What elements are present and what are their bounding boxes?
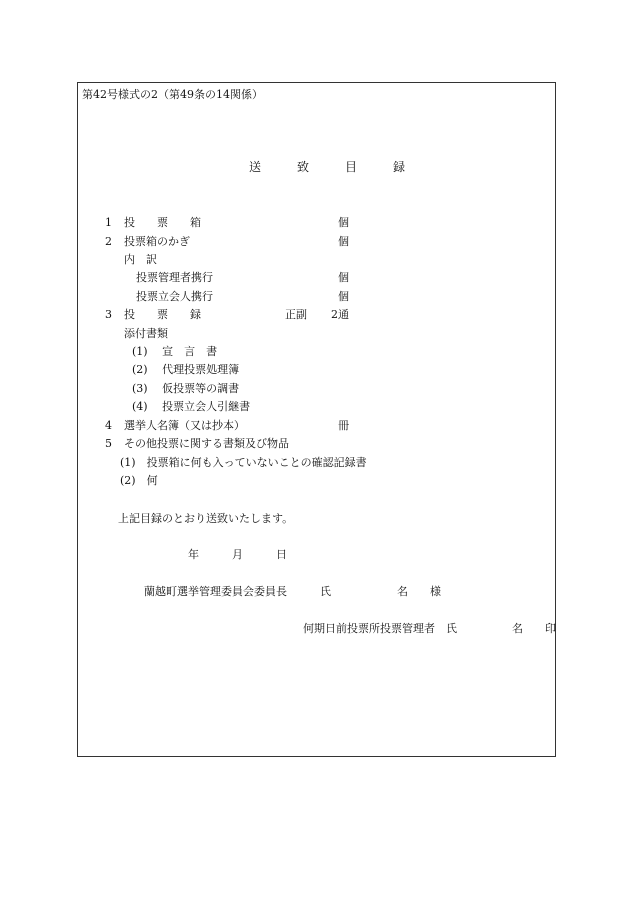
item-3-number: 3	[105, 308, 112, 321]
attachment-3: (3) 仮投票等の調書	[132, 382, 240, 395]
item-2-name: 投票箱のかぎ	[124, 235, 190, 248]
breakdown-label: 内 訳	[124, 253, 157, 266]
item-5-number: 5	[105, 437, 112, 450]
breakdown-1-name: 投票管理者携行	[136, 271, 213, 284]
date-line: 年 月 日	[188, 548, 287, 561]
addressee-line: 蘭越町選挙管理委員会委員長 氏 名 様	[144, 585, 441, 598]
item-3-copies: 正副	[285, 308, 307, 321]
item-1-name: 投 票 箱	[124, 216, 201, 229]
item-4-name: 選挙人名簿（又は抄本）	[124, 419, 245, 432]
statement: 上記目録のとおり送致いたします。	[118, 512, 294, 525]
attachment-2: (2) 代理投票処理簿	[132, 363, 240, 376]
sender-line: 何期日前投票所投票管理者 氏 名 印	[303, 622, 556, 635]
attachment-4: (4) 投票立会人引継書	[132, 400, 251, 413]
other-item-2: (2) 何	[120, 474, 158, 487]
form-label: 第42号様式の2（第49条の14関係）	[82, 88, 263, 101]
other-item-1: (1) 投票箱に何も入っていないことの確認記録書	[120, 456, 367, 469]
item-1-unit: 個	[338, 216, 349, 229]
attachments-label: 添付書類	[124, 327, 168, 340]
item-2-number: 2	[105, 235, 112, 248]
item-3-name: 投 票 録	[124, 308, 201, 321]
item-2-unit: 個	[338, 235, 349, 248]
document-title: 送 致 目 録	[249, 160, 406, 174]
item-3-unit: 2通	[331, 308, 349, 321]
breakdown-1-unit: 個	[338, 271, 349, 284]
item-1-number: 1	[105, 216, 112, 229]
item-4-number: 4	[105, 419, 112, 432]
item-4-unit: 冊	[338, 419, 349, 432]
item-5-name: その他投票に関する書類及び物品	[124, 437, 289, 450]
attachment-1: (1) 宣 言 書	[132, 345, 218, 358]
breakdown-2-name: 投票立会人携行	[136, 290, 213, 303]
breakdown-2-unit: 個	[338, 290, 349, 303]
